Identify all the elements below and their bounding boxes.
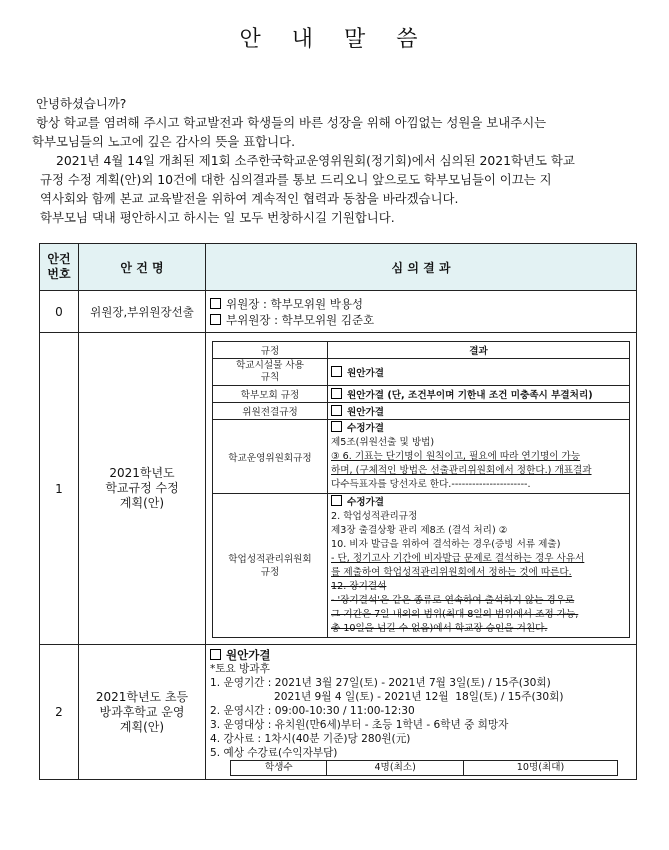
page-title: 안 내 말 씀 bbox=[239, 27, 430, 52]
intro-line: 규정 수정 계획(안)외 10건에 대한 심의결과를 통보 드리오니 앞으로도 학부모님들이 이끄는 지 bbox=[40, 172, 552, 187]
table-row bbox=[40, 333, 637, 645]
row-result bbox=[206, 291, 637, 333]
result-text: 부위원장 : 학부모위원 김준호 bbox=[226, 312, 375, 327]
fee-table bbox=[230, 760, 618, 776]
checkbox-icon bbox=[210, 649, 221, 660]
subtable-header-row bbox=[213, 342, 630, 359]
sub-result bbox=[328, 420, 630, 494]
subtable-row bbox=[213, 494, 630, 638]
result-text: 수정가결 bbox=[347, 423, 385, 434]
checkbox-icon bbox=[210, 314, 221, 325]
row-result bbox=[206, 333, 637, 645]
checkbox-icon bbox=[331, 366, 342, 377]
detail-line: 2021년 9월 4 일(토) - 2021년 12월 18일(토) / 15주(30회) bbox=[210, 691, 564, 703]
row-item: 위원장,부위원장선출 bbox=[79, 291, 206, 333]
header-result: 심 의 결 과 bbox=[206, 244, 637, 291]
intro-line: 2021년 4월 14일 개최된 제1회 소주한국학교운영위원회(정기회)에서 심의된 2021학년도 학교 bbox=[56, 153, 575, 168]
row-no: 0 bbox=[40, 291, 79, 333]
detail-line: 를 제출하여 학업성적관리위원회에서 정하는 것에 따른다. bbox=[331, 567, 572, 578]
intro-text bbox=[32, 94, 636, 227]
sub-result bbox=[328, 494, 630, 638]
intro-line: 역사회와 함께 본교 교육발전을 위하여 계속적인 협력과 동참을 바라겠습니다. bbox=[40, 191, 459, 206]
detail-line: 12. 장기결석 bbox=[331, 581, 387, 592]
subtable-row bbox=[213, 403, 630, 420]
detail-line: 2. 학업성적관리규정 bbox=[331, 511, 418, 522]
detail-line: 제5조(위원선출 및 방법) bbox=[331, 437, 435, 448]
row-no: 2 bbox=[40, 645, 79, 780]
sub-rule: 위원전결규정 bbox=[213, 403, 328, 420]
sub-rule: 학교운영위원회규정 bbox=[213, 420, 328, 494]
detail-line: 10. 비자 발급을 위하여 결석하는 경우(증빙 서류 제출) bbox=[331, 539, 561, 550]
row-item: 2021학년도 학교규정 수정 계획(안) bbox=[79, 333, 206, 645]
row-item: 2021학년도 초등 방과후학교 운영 계획(안) bbox=[79, 645, 206, 780]
subtable-row bbox=[213, 359, 630, 386]
detail-line: 5. 예상 수강료(수익자부담) bbox=[210, 747, 338, 759]
result-text: 원안가결 bbox=[226, 648, 271, 662]
result-text: 원안가결 bbox=[347, 407, 385, 418]
detail-line: 총 10일을 넘길 수 없음)에서 학교장 승인을 거친다. bbox=[331, 623, 548, 634]
checkbox-icon bbox=[331, 495, 342, 506]
sub-result bbox=[328, 403, 630, 420]
result-text: 위원장 : 학부모위원 박용성 bbox=[226, 296, 364, 311]
result-text: 수정가결 bbox=[347, 497, 385, 508]
sub-rule: 학업성적관리위원회 규정 bbox=[213, 494, 328, 638]
detail-line: 제3장 출결상황 관리 제8조 (결석 처리) ② bbox=[331, 525, 508, 536]
table-header-row bbox=[40, 244, 637, 291]
header-item: 안 건 명 bbox=[79, 244, 206, 291]
checkbox-icon bbox=[331, 388, 342, 399]
sub-result bbox=[328, 359, 630, 386]
detail-line: 4. 강사료 : 1차시(40분 기준)당 280원(元) bbox=[210, 733, 411, 745]
rules-subtable bbox=[212, 341, 630, 638]
row-no: 1 bbox=[40, 333, 79, 645]
result-title bbox=[210, 648, 632, 662]
header-no: 안건 번호 bbox=[40, 244, 79, 291]
intro-line: 학부모님 댁내 평안하시고 하시는 일 모두 번창하시길 기원합니다. bbox=[40, 210, 395, 225]
sub-header-result: 결과 bbox=[328, 342, 630, 359]
detail-line: 3. 운영대상 : 유치원(만6세)부터 - 초등 1학년 - 6학년 중 희망자 bbox=[210, 719, 509, 731]
detail-line: 그 기간은 7일 내외의 범위(최대 8일의 범위에서 조정 가능, bbox=[331, 609, 579, 620]
checkbox-icon bbox=[331, 421, 342, 432]
fee-row bbox=[231, 761, 618, 776]
subtable-row bbox=[213, 386, 630, 403]
detail-line: 1. 운영기간 : 2021년 3월 27일(토) - 2021년 7월 3일(토) / 15주(30회) bbox=[210, 677, 551, 689]
intro-line: 항상 학교를 염려해 주시고 학교발전과 학생들의 바른 성장을 위해 아낌없는 성원을 보내주시는 bbox=[36, 115, 547, 130]
fee-cell: 10명(최대) bbox=[463, 761, 617, 776]
result-line bbox=[210, 296, 632, 312]
intro-line: 안녕하셨습니까? bbox=[36, 96, 127, 111]
result-text: 원안가결 (단, 조건부이며 기한내 조건 미충족시 부결처리) bbox=[347, 390, 593, 401]
table-row bbox=[40, 645, 637, 780]
intro-line: 학부모님들의 노고에 깊은 감사의 뜻을 표합니다. bbox=[32, 134, 296, 149]
detail-line: - 단, 정기고사 기간에 비자발급 문제로 결석하는 경우 사유서 bbox=[331, 553, 585, 564]
fee-cell: 4명(최소) bbox=[327, 761, 463, 776]
result-text: 원안가결 bbox=[347, 368, 385, 379]
subtable-row bbox=[213, 420, 630, 494]
results-table bbox=[39, 243, 637, 780]
row-result bbox=[206, 645, 637, 780]
checkbox-icon bbox=[331, 405, 342, 416]
sub-rule: 학교시설물 사용 규칙 bbox=[213, 359, 328, 386]
detail-line: 하며, (구체적인 방법은 선출관리위원회에서 정한다.) 개표결과 bbox=[331, 465, 592, 476]
sub-result bbox=[328, 386, 630, 403]
checkbox-icon bbox=[210, 298, 221, 309]
result-line bbox=[210, 312, 632, 328]
detail-line: - '장기결석'은 같은 종류로 연속하여 출석하지 않는 경우로 bbox=[331, 595, 575, 606]
fee-cell: 학생수 bbox=[231, 761, 327, 776]
sub-rule: 학부모회 규정 bbox=[213, 386, 328, 403]
detail-line: 2. 운영시간 : 09:00-10:30 / 11:00-12:30 bbox=[210, 705, 415, 717]
detail-line: *토요 방과후 bbox=[210, 663, 270, 675]
detail-line: 다수득표자를 당선자로 한다.----------------------. bbox=[331, 479, 531, 490]
sub-header-rule: 규정 bbox=[213, 342, 328, 359]
table-row bbox=[40, 291, 637, 333]
detail-line: ③ 6. 기표는 단기명이 원칙이고, 필요에 따라 연기명이 가능 bbox=[331, 451, 581, 462]
